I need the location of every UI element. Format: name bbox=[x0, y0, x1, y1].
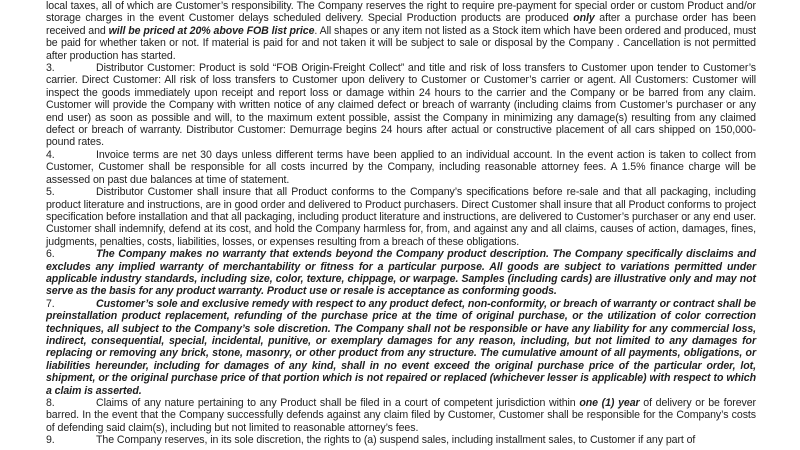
text-segment: The Company reserves, in its sole discretion, the rights to (a) suspend sales, including installment sales, to Customer if any part of bbox=[96, 434, 696, 447]
text-segment: Invoice terms are net 30 days unless different terms have been applied to an individual account. In the event action is taken to collect from Customer, Customer shall be responsible for all costs incurred by the Company, including reasonable attorney fees. A 1.5% finance charge will be assessed on past due balances at time of statement. bbox=[46, 148, 756, 186]
paragraph bbox=[46, 62, 756, 149]
paragraph bbox=[46, 434, 756, 446]
text-segment: Distributor Customer: Product is sold “FOB Origin-Freight Collect” and title and risk of loss transfers to Customer upon tender to Customer’s carrier. Direct Customer: All risk of loss transfers to Customer upon delivery to Customer or Customer’s carrier or agent. All Customers: Customer will inspect the goods immediately upon receipt and report loss or damage within 24 hours to the carrier and the Company or be barred from any claim. Customer will provide the Company with written notice of any claimed defect or breach of warranty (including claims from Customer’s purchaser or any end user) as soon as possible and will, to the maximum extent possible, assist the Company in minimizing any damage(s) resulting from any claimed defect or breach of warranty. Distributor Customer: Demurrage begins 24 hours after actual or constructive placement of all cars shipped on 150,000-pound rates. bbox=[46, 62, 756, 149]
text-segment: Customer’s sole and exclusive remedy with respect to any product defect, non-conformity, or breach of warranty or contract shall be preinstallation product replacement, refunding of the purchase price at the time of original purchase, or the utilization of color correction techniques, all subject to the Company’s sole discretion. The Company shall not be responsible or have any liability for any commercial loss, indirect, consequential, special, incidental, punitive, or exemplary damages for any reason, including, but not limited to any damages for replacing or removing any brick, stone, masonry, or other product from any structure. The cumulative amount of all payments, obligations, or liabilities hereunder, including for damages of any kind, shall in no event exceed the original purchase price of the particular order, lot, shipment, or the original purchase price of that portion which is not repaired or replaced (whichever lesser is applicable) with respect to which a claim is asserted. bbox=[46, 297, 756, 397]
text-segment: will be priced at 20% above FOB list price bbox=[108, 24, 315, 37]
terms-document bbox=[46, 0, 756, 447]
paragraph-number: 5. bbox=[46, 186, 55, 199]
paragraph bbox=[46, 0, 756, 62]
paragraph bbox=[46, 248, 756, 298]
paragraph-number: 3. bbox=[46, 62, 55, 75]
text-segment: local taxes, all of which are Customer’s responsibility. The Company reserves the right to require pre-payment for special order or custom Product and/or storage charges in the event Customer delays scheduled delivery. Special Production products are produced bbox=[46, 0, 756, 25]
text-segment: of delivery or be forever barred. In the event that the Company successfully defends against any claim filed by Customer, Customer shall be responsible for the Company’s costs of defending said claim(s), including but not limited to reasonable attorney’s fees. bbox=[46, 397, 756, 434]
text-segment: The Company makes no warranty that extends beyond the Company product description. The Company specifically disclaims and excludes any implied warranty of merchantability or fitness for a particular purpose. All goods are subject to variations permitted under applicable industry standards, including size, color, texture, chippage, or warpage. Samples (including cards) are illustrative only and may not serve as the basis for any product warranty. Product use or resale is acceptance as conforming goods. bbox=[46, 248, 756, 298]
text-segment: Claims of any nature pertaining to any Product shall be filed in a court of competent jurisdiction within bbox=[96, 397, 580, 409]
text-segment: one (1) year bbox=[579, 397, 640, 409]
paragraph bbox=[46, 186, 756, 248]
text-segment: . All shapes or any item not listed as a Stock item which have been ordered and produced, must be paid for whether taken or not. If material is paid for and not taken it will be subject to sale or disposal by the Company . Cancellation is not permitted after production has started. bbox=[46, 24, 756, 62]
text-segment: only bbox=[573, 12, 595, 25]
paragraph-number: 4. bbox=[46, 148, 55, 161]
text-segment: after a purchase order has been received and bbox=[46, 12, 756, 37]
text-segment: Distributor Customer shall insure that all Product conforms to the Company’s specifications before re-sale and that all packaging, including product literature and instructions, are in good order and delivered to Product purchasers. Direct Customer shall insure that all Product conforms to project specification before installation and that all packaging, including product literature and instructions, are delivered to Customer’s purchaser or any end user. Customer shall indemnify, defend at its cost, and hold the Company harmless for, from, and against any and all claims, causes of action, damages, fines, judgments, penalties, costs, liabilities, losses, or expenses resulting from a breach of these obligations. bbox=[46, 186, 756, 248]
paragraph bbox=[46, 298, 756, 397]
paragraph-number: 9. bbox=[46, 434, 55, 447]
paragraph bbox=[46, 397, 756, 434]
paragraph-number: 6. bbox=[46, 248, 55, 261]
paragraph-number: 7. bbox=[46, 297, 55, 310]
paragraph-number: 8. bbox=[46, 397, 55, 409]
paragraph bbox=[46, 149, 756, 186]
